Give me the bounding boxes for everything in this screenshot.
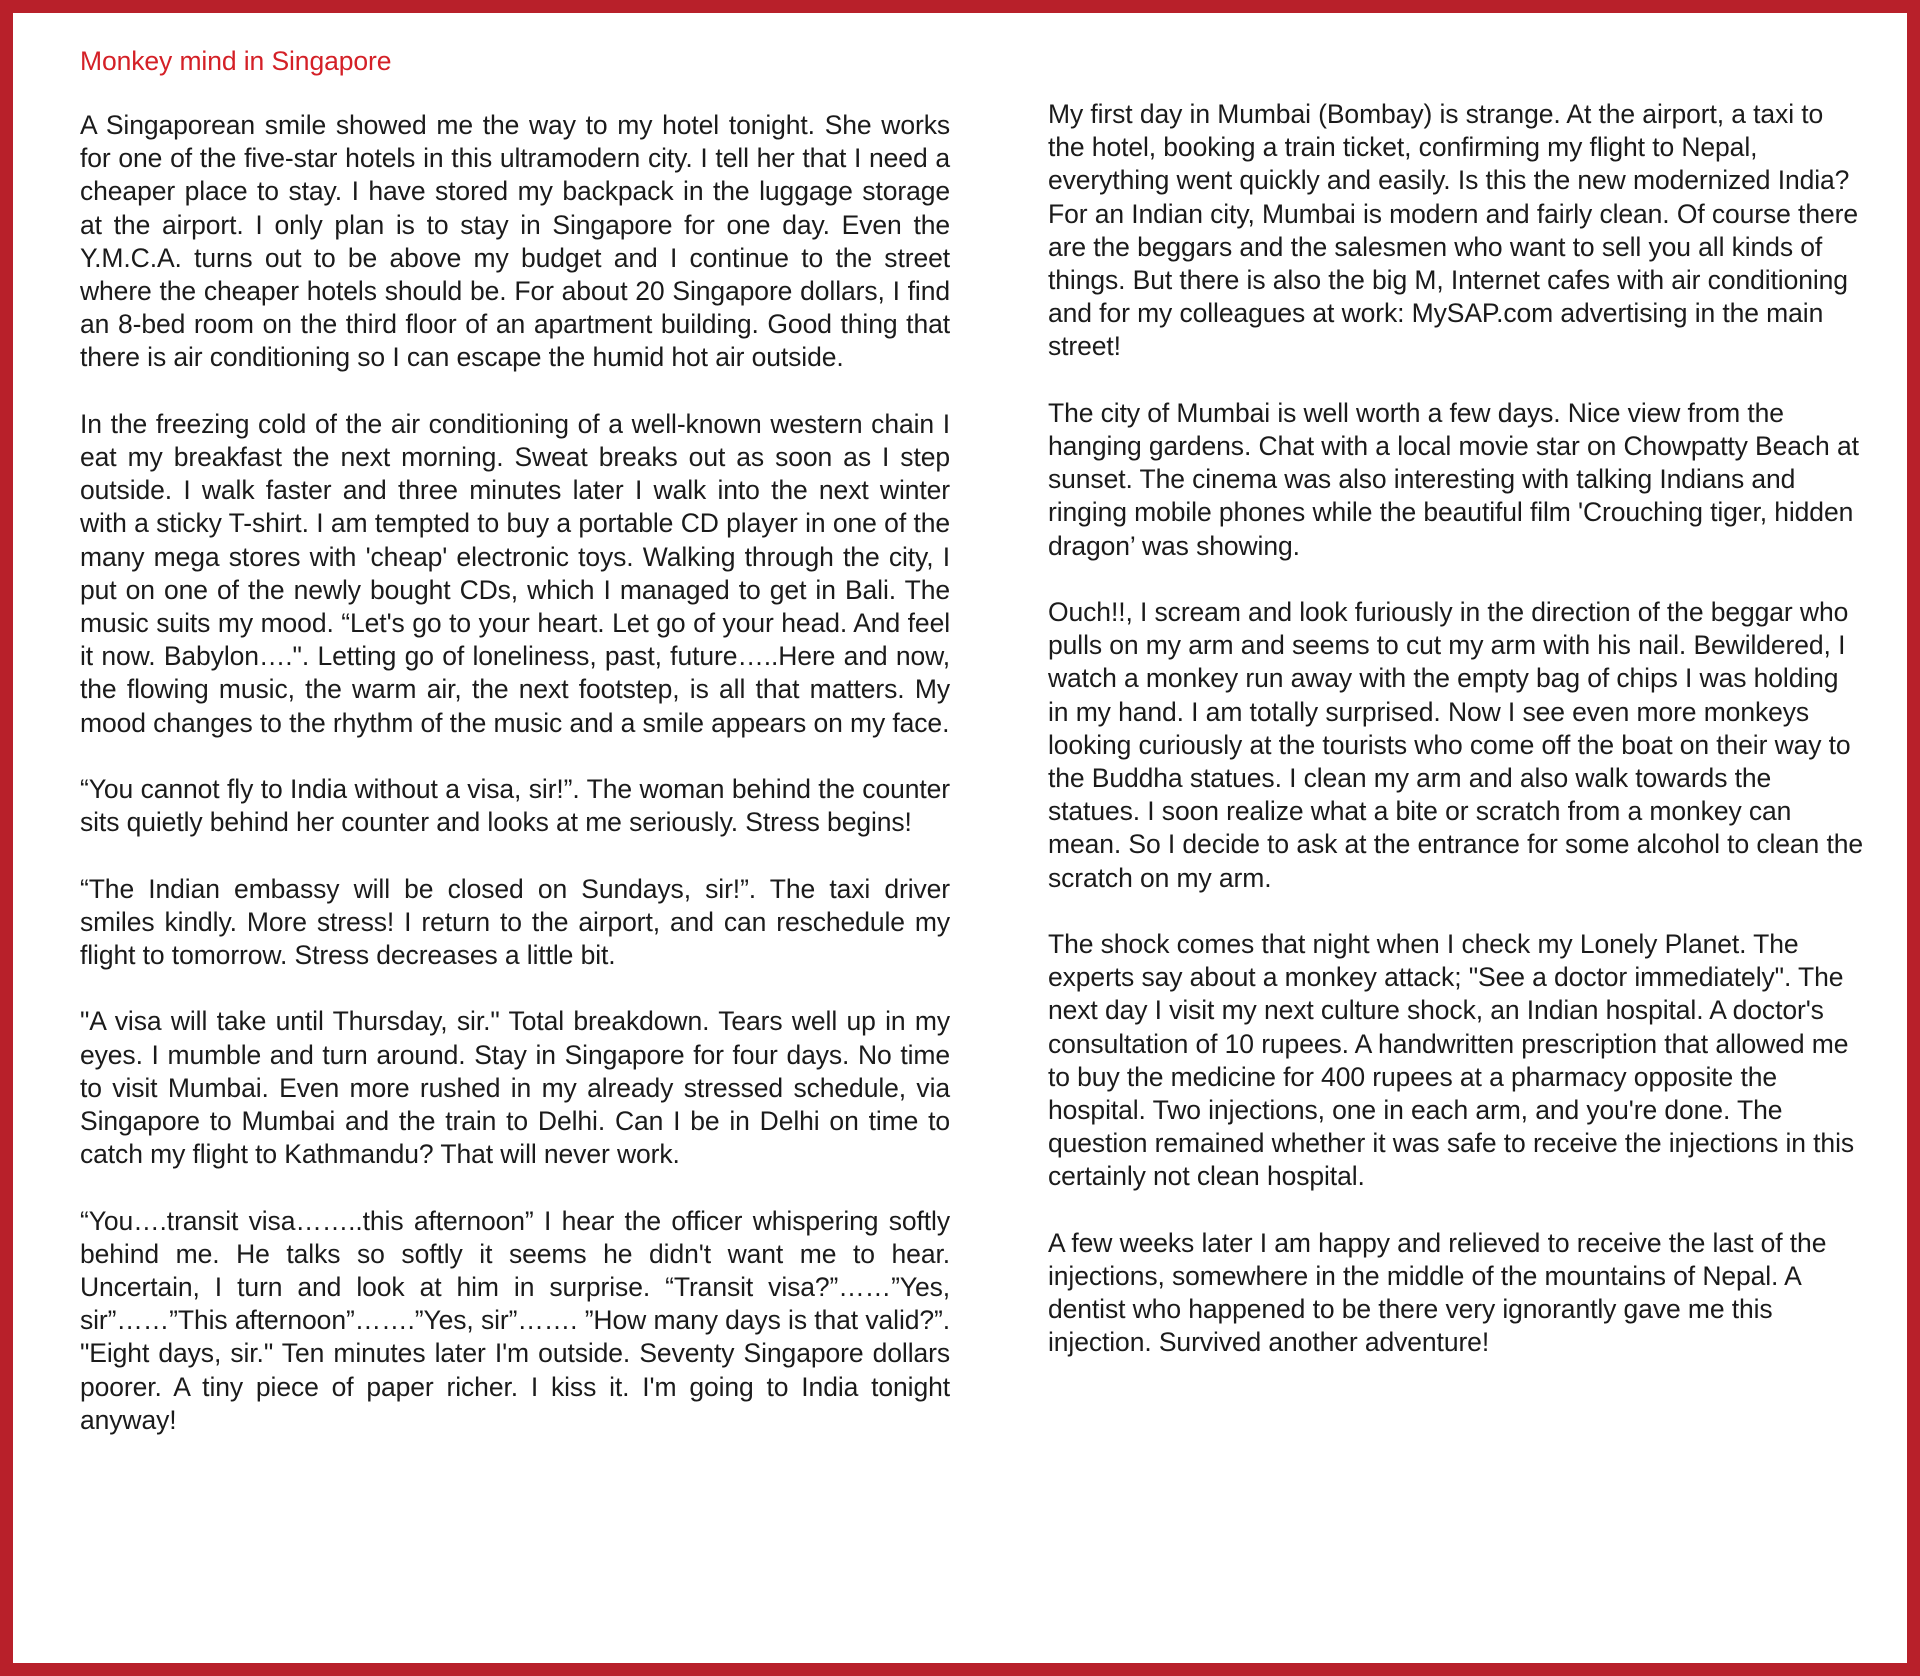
left-column: [80, 43, 950, 1470]
right-column: [1048, 98, 1863, 1393]
paragraph-hospital: The shock comes that night when I check my Lonely Planet. The experts say about a monkey attack; "See a doctor immediately". The next day I visit my next culture shock, an Indian hospital. A doctor's consultation of 10 rupees. A handwritten prescription that allowed me to buy the medicine for 400 rupees at a pharmacy opposite the hospital. Two injections, one in each arm, and you're done. The question remained whether it was safe to receive the injections in this certainly not clean hospital.: [1048, 929, 1855, 1192]
paragraph-singapore-arrival: A Singaporean smile showed me the way to my hotel tonight. She works for one of the five-star hotels in this ultramodern city. I tell her that I need a cheaper place to stay. I have stored my backpack in the luggage storage at the airport. I only plan is to stay in Singapore for one day. Even the Y.M.C.A. turns out to be above my budget and I continue to the street where the cheaper hotels should be. For about 20 Singapore dollars, I find an 8-bed room on the third floor of an apartment building. Good thing that there is air conditioning so I can escape the humid hot air outside.: [80, 110, 950, 373]
paragraph-embassy-closed: “The Indian embassy will be closed on Sundays, sir!”. The taxi driver smiles kindly. More stress! I return to the airport, and can reschedule my flight to tomorrow. Stress decreases a little bit.: [80, 873, 950, 971]
paragraph-visa-refusal: “You cannot fly to India without a visa, sir!”. The woman behind the counter sits quietly behind her counter and looks at me seriously. Stress begins!: [80, 774, 950, 838]
paragraph-monkey-attack: Ouch!!, I scream and look furiously in the direction of the beggar who pulls on my arm and seems to cut my arm with his nail. Bewildered, I watch a monkey run away with the empty bag of chips I was holding in my hand. I am totally surprised. Now I see even more monkeys looking curiously at the tourists who come off the boat on their way to the Buddha statues. I clean my arm and also walk towards the statues. I soon realize what a bite or scratch from a monkey can mean. So I decide to ask at the entrance for some alcohol to clean the scratch on my arm.: [1048, 597, 1863, 893]
paragraph-last-injection: A few weeks later I am happy and relieved to receive the last of the injections, somewhere in the middle of the mountains of Nepal. A dentist who happened to be there very ignorantly gave me this injection. Survived another adventure!: [1048, 1227, 1827, 1358]
paragraph-mumbai-first-day: My first day in Mumbai (Bombay) is strange. At the airport, a taxi to the hotel, booking a train ticket, confirming my flight to Nepal, everything went quickly and easily. Is this the new modernized India? For an Indian city, Mumbai is modern and fairly clean. Of course there are the beggars and the salesmen who want to sell you all kinds of things. But there is also the big M, Internet cafes with air conditioning and for my colleagues at work: MySAP.com advertising in the main street!: [1048, 99, 1858, 362]
paragraph-breakfast-walk: In the freezing cold of the air conditioning of a well-known western chain I eat my breakfast the next morning. Sweat breaks out as soon as I step outside. I walk faster and three minutes later I walk into the next winter with a sticky T-shirt. I am tempted to buy a portable CD player in one of the many mega stores with 'cheap' electronic toys. Walking through the city, I put on one of the newly bought CDs, which I managed to get in Bali. The music suits my mood. “Let's go to your heart. Let go of your head. And feel it now. Babylon….". Letting go of loneliness, past, future…..Here and now, the flowing music, the warm air, the next footstep, is all that matters. My mood changes to the rhythm of the music and a smile appears on my face.: [80, 408, 950, 738]
paragraph-mumbai-sights: The city of Mumbai is well worth a few days. Nice view from the hanging gardens. Chat with a local movie star on Chowpatty Beach at sunset. The cinema was also interesting with talking Indians and ringing mobile phones while the beautiful film 'Crouching tiger, hidden dragon’ was showing.: [1048, 397, 1859, 561]
paragraph-visa-delay: "A visa will take until Thursday, sir." Total breakdown. Tears well up in my eyes. I mumble and turn around. Stay in Singapore for four days. No time to visit Mumbai. Even more rushed in my already stressed schedule, via Singapore to Mumbai and the train to Delhi. Can I be in Delhi on time to catch my flight to Kathmandu? That will never work.: [80, 1006, 950, 1170]
paragraph-transit-visa: “You….transit visa……..this afternoon” I hear the officer whispering softly behind me. He talks so softly it seems he didn't want me to hear. Uncertain, I turn and look at him in surprise. “Transit visa?”……”Yes, sir”……”This afternoon”…….”Yes, sir”……. ”How many days is that valid?”. "Eight days, sir." Ten minutes later I'm outside. Seventy Singapore dollars poorer. A tiny piece of paper richer. I kiss it. I'm going to India tonight anyway!: [80, 1205, 950, 1435]
article-title: Monkey mind in Singapore: [80, 46, 392, 76]
